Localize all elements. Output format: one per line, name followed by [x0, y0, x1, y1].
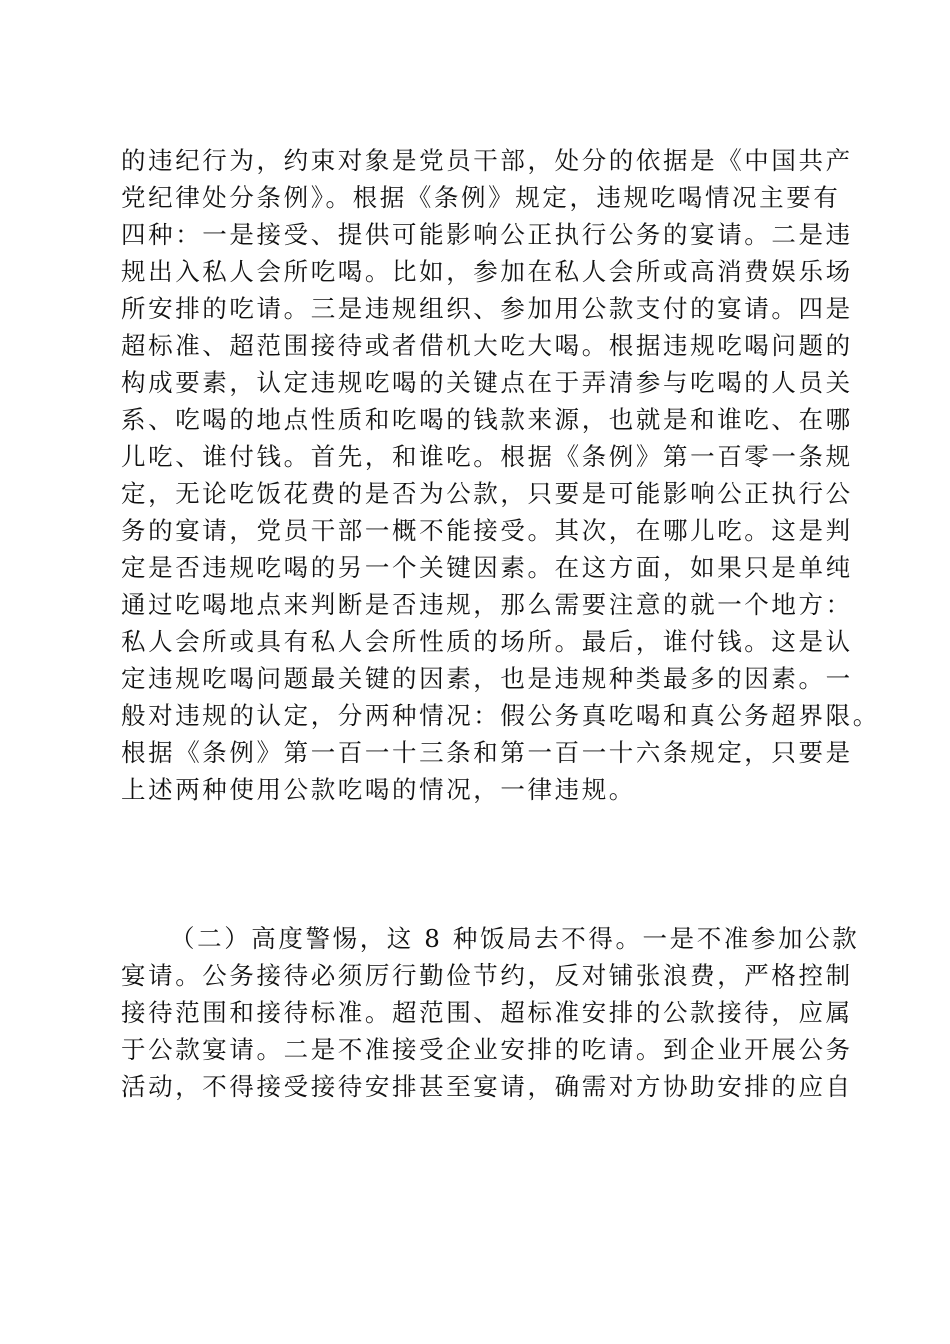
text-line: 定是否违规吃喝的另一个关键因素。在这方面，如果只是单纯: [121, 553, 853, 582]
text-line: 接待范围和接待标准。超范围、超标准安排的公款接待，应属: [121, 998, 853, 1027]
text-line: 所安排的吃请。三是违规组织、参加用公款支付的宴请。四是: [121, 294, 853, 323]
text-line: 超标准、超范围接待或者借机大吃大喝。根据违规吃喝问题的: [121, 331, 853, 360]
text-line: 私人会所或具有私人会所性质的场所。最后，谁付钱。这是认: [121, 627, 853, 656]
text-line: 四种：一是接受、提供可能影响公正执行公务的宴请。二是违: [121, 220, 853, 249]
text-line: 宴请。公务接待必须厉行勤俭节约，反对铺张浪费，严格控制: [121, 961, 853, 990]
text-line: 的违纪行为，约束对象是党员干部，处分的依据是《中国共产: [121, 146, 853, 175]
paragraph-eight-banquets: [121, 920, 860, 1105]
text-line: 定，无论吃饭花费的是否为公款，只要是可能影响公正执行公: [121, 479, 853, 508]
text-line: 构成要素，认定违规吃喝的关键点在于弄清参与吃喝的人员关: [121, 368, 853, 397]
text-line: 上述两种使用公款吃喝的情况，一律违规。: [121, 775, 636, 804]
text-line: 般对违规的认定，分两种情况：假公务真吃喝和真公务超界限。: [121, 701, 880, 730]
text-line: 规出入私人会所吃喝。比如，参加在私人会所或高消费娱乐场: [121, 257, 853, 286]
text-line: 根据《条例》第一百一十三条和第一百一十六条规定，只要是: [121, 738, 853, 767]
text-line: 于公款宴请。二是不准接受企业安排的吃请。到企业开展公务: [121, 1035, 853, 1064]
paragraph-violation-types: [121, 142, 880, 808]
text-line: 系、吃喝的地点性质和吃喝的钱款来源，也就是和谁吃、在哪: [121, 405, 853, 434]
text-line: 党纪律处分条例》。根据《条例》规定，违规吃喝情况主要有: [121, 183, 841, 212]
text-line: 儿吃、谁付钱。首先，和谁吃。根据《条例》第一百零一条规: [121, 442, 853, 471]
text-line: 务的宴请，党员干部一概不能接受。其次，在哪儿吃。这是判: [121, 516, 853, 545]
text-line: 通过吃喝地点来判断是否违规，那么需要注意的就一个地方：: [121, 590, 853, 619]
text-line: 活动，不得接受接待安排甚至宴请，确需对方协助安排的应自: [121, 1072, 853, 1101]
text-line-indented: （二）高度警惕，这 8 种饭局去不得。一是不准参加公款: [170, 924, 860, 953]
text-line: 定违规吃喝问题最关键的因素，也是违规种类最多的因素。一: [121, 664, 853, 693]
